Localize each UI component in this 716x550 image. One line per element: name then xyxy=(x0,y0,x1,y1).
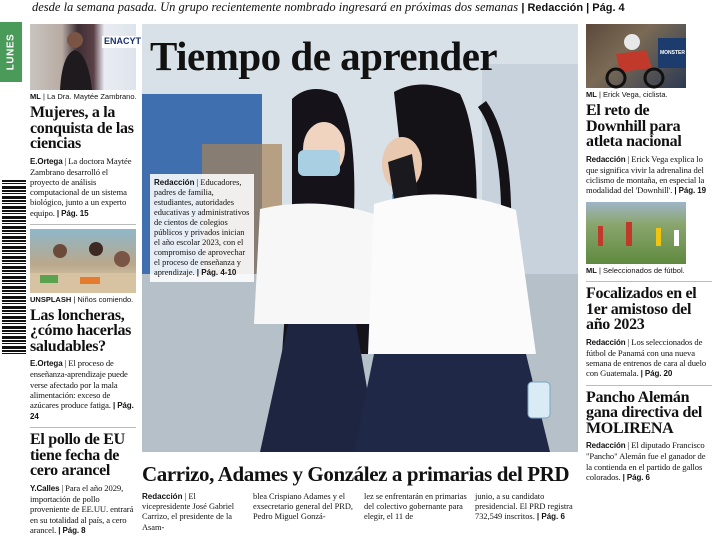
women-science-headline[interactable]: Mujeres, a la conquista de las ciencias xyxy=(30,104,134,152)
divider xyxy=(586,281,712,282)
downhill-caption xyxy=(586,90,712,100)
kids-eating-caption-src: UNSPLASH xyxy=(30,294,72,304)
women-science-byline: E.Ortega xyxy=(30,156,63,166)
football-caption-src: ML xyxy=(586,266,597,276)
zambrano-caption xyxy=(30,92,136,102)
lunchbox-page: | Pág. 24 xyxy=(30,401,134,422)
molirena-body xyxy=(586,440,712,483)
prd-byline: Redacción xyxy=(142,492,183,501)
downhill-photo-label: MONSTER xyxy=(660,50,685,56)
prd-primaries-headline[interactable]: Carrizo, Adames y González a primarias del PRD xyxy=(142,462,570,486)
prd-col-4-text: junio, a su candidato presidencial. El PRD registra 732,549 inscritos. xyxy=(475,492,573,522)
day-tab-label: LUNES xyxy=(5,33,17,71)
chicken-tariff-byline: Y.Calles xyxy=(30,483,60,493)
prd-col-3: lez se enfrentarán en primarias del colectivo gobernante para elegir, el 11 de xyxy=(364,492,467,522)
women-science-page: | Pág. 15 xyxy=(56,208,89,218)
downhill-body xyxy=(586,154,712,197)
football-page: | Pág. 20 xyxy=(640,369,673,379)
day-tab xyxy=(0,22,22,82)
hero-box-text: | Educadores, padres de familia, estudiantes, autoridades educativas y administrativos de cientos de colegios públicos y privados inician el año escolar 2023, con el compromiso de aprovechar el proceso de enseñanza y aprendizaje. xyxy=(154,178,250,277)
downhill-caption-text: | Erick Vega, ciclista. xyxy=(598,90,668,99)
prd-col-2: blea Crispiano Adames y el exsecretario general del PRD, Pedro Miguel Gonzá- xyxy=(253,492,353,522)
molirena-headline[interactable]: Pancho Alemán gana directiva del MOLIRENA xyxy=(586,388,703,437)
molirena-byline: Redacción xyxy=(586,441,626,451)
divider xyxy=(586,385,712,386)
football-caption xyxy=(586,266,712,276)
kids-eating-caption xyxy=(30,295,136,305)
zambrano-photo-label: ENACYT xyxy=(104,36,142,46)
lunchbox-body xyxy=(30,358,136,422)
divider xyxy=(30,427,136,428)
hero-summary-box xyxy=(150,174,254,282)
hero-photo[interactable] xyxy=(142,24,578,452)
football-text: | Los seleccionados de fútbol de Panamá con una nueva semana de entrenos de cara al duelo con Guatemala. xyxy=(586,336,707,379)
barcode xyxy=(2,180,26,355)
hero-title[interactable]: Tiempo de aprender xyxy=(150,33,498,79)
chicken-tariff-body xyxy=(30,483,136,536)
downhill-byline: Redacción xyxy=(586,154,626,164)
downhill-page: | Pág. 19 xyxy=(674,186,706,196)
hero-box-byline: Redacción xyxy=(154,178,195,187)
football-photo-art xyxy=(586,202,686,264)
lunchbox-headline[interactable]: Las loncheras, ¿cómo hacerlas saludables? xyxy=(30,306,132,355)
molirena-text: | El diputado Francisco "Pancho" Alemán fue el ganador de la contienda en el partido de gallos colorados. xyxy=(586,440,706,482)
molirena-page: | Pág. 6 xyxy=(622,472,650,482)
chicken-tariff-headline[interactable]: El pollo de EU tiene fecha de cero arancel xyxy=(30,431,125,480)
football-caption-text: | Seleccionados de fútbol. xyxy=(598,266,685,276)
right-column xyxy=(586,24,712,483)
downhill-photo xyxy=(586,24,686,88)
left-column xyxy=(30,24,142,536)
kids-eating-caption-text: | Niños comiendo. xyxy=(73,294,134,304)
chicken-tariff-text: | Para el año 2029, importación de pollo proveniente de EE.UU. entrará en su totalidad al país, a cero arancel. xyxy=(30,482,134,535)
zambrano-photo xyxy=(30,24,142,90)
prd-col-1 xyxy=(142,492,245,548)
zambrano-photo-art xyxy=(30,24,136,90)
women-science-text: | La doctora Maytée Zambrano desarrolló el proyecto de análisis computacional de un sistema biológico, junto a un experto equipo. xyxy=(30,155,132,218)
kids-eating-photo-art xyxy=(30,229,136,293)
football-headline[interactable]: Focalizados en el 1er amistoso del año 2023 xyxy=(586,285,697,334)
prd-col-1-text: | El vicepresidente José Gabriel Carrizo, el presidente de la Asam- xyxy=(142,492,235,532)
chicken-tariff-page: | Pág. 8 xyxy=(58,525,86,535)
divider xyxy=(30,224,136,225)
hero-box-page: | Pág. 4-10 xyxy=(196,268,237,277)
lunchbox-text: | El proceso de enseñanza-aprendizaje puede verse afectado por la mala alimentación: exceso de azúcares produce fatiga. xyxy=(30,358,128,411)
top-strapline-text: desde la semana pasada. Un grupo recientemente nombrado ingresará en próximas dos semanas xyxy=(32,0,519,14)
prd-page: | Pág. 6 xyxy=(536,512,565,522)
prd-col-4 xyxy=(475,492,578,548)
lunchbox-byline: E.Ortega xyxy=(30,359,63,369)
downhill-text: | Erick Vega explica lo que significa vivir la adrenalina del ciclismo de montaña, en especial la modalidad del 'Downhill'. xyxy=(586,153,705,196)
prd-primaries-body xyxy=(142,492,578,548)
top-strapline xyxy=(32,0,716,14)
zambrano-caption-text: | La Dra. Maytée Zambrano. xyxy=(42,92,137,101)
kids-eating-photo xyxy=(30,229,136,293)
women-science-body xyxy=(30,156,136,219)
downhill-headline[interactable]: El reto de Downhill para atleta nacional xyxy=(586,102,682,150)
downhill-caption-src: ML xyxy=(586,90,597,99)
football-byline: Redacción xyxy=(586,337,626,347)
zambrano-caption-src: ML xyxy=(30,92,41,101)
football-body xyxy=(586,337,712,380)
football-photo xyxy=(586,202,686,264)
downhill-photo-art xyxy=(586,24,686,88)
top-strapline-source: | Redacción | Pág. 4 xyxy=(521,2,625,14)
